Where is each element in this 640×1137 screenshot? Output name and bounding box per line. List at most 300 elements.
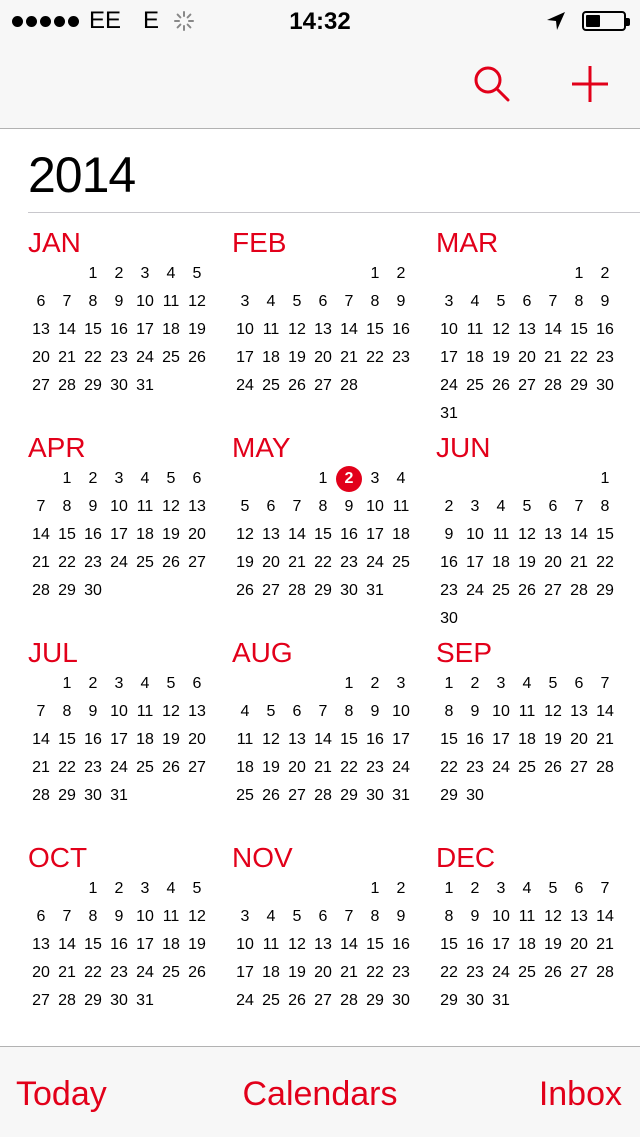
day-cell[interactable]: 13	[314, 321, 332, 338]
day-cell[interactable]: 5	[166, 470, 176, 487]
day-cell[interactable]: 3	[240, 293, 250, 310]
day-cell[interactable]: 3	[140, 880, 150, 897]
day-cell[interactable]: 27	[32, 377, 50, 394]
day-cell[interactable]: 18	[162, 321, 180, 338]
day-cell[interactable]: 3	[470, 498, 480, 515]
day-cell[interactable]: 15	[340, 731, 358, 748]
day-cell[interactable]: 3	[114, 675, 124, 692]
day-cell[interactable]: 3	[140, 265, 150, 282]
day-cell[interactable]: 28	[32, 582, 50, 599]
day-cell[interactable]: 5	[292, 293, 302, 310]
day-cell[interactable]: 22	[570, 349, 588, 366]
day-cell[interactable]: 18	[162, 936, 180, 953]
day-cell[interactable]: 10	[492, 908, 510, 925]
day-cell[interactable]: 31	[110, 787, 128, 804]
day-cell[interactable]: 4	[522, 675, 532, 692]
day-cell[interactable]: 7	[600, 880, 610, 897]
day-cell[interactable]: 17	[236, 349, 254, 366]
day-cell[interactable]: 16	[340, 526, 358, 543]
day-cell[interactable]: 20	[32, 349, 50, 366]
day-cell[interactable]: 5	[496, 293, 506, 310]
day-cell[interactable]: 19	[492, 349, 510, 366]
day-cell[interactable]: 9	[444, 526, 454, 543]
day-cell[interactable]: 20	[518, 349, 536, 366]
day-cell[interactable]: 20	[570, 731, 588, 748]
day-cell[interactable]: 7	[62, 908, 72, 925]
day-cell[interactable]: 26	[188, 964, 206, 981]
day-cell[interactable]: 27	[188, 554, 206, 571]
day-cell[interactable]: 30	[84, 787, 102, 804]
day-cell[interactable]: 28	[314, 787, 332, 804]
day-cell[interactable]: 28	[596, 759, 614, 776]
month-name[interactable]: FEB	[232, 227, 287, 258]
day-cell[interactable]: 4	[166, 265, 176, 282]
day-cell[interactable]: 19	[188, 321, 206, 338]
day-cell[interactable]: 10	[492, 703, 510, 720]
day-cell[interactable]: 14	[544, 321, 562, 338]
day-cell[interactable]: 12	[544, 908, 562, 925]
day-cell[interactable]: 12	[262, 731, 280, 748]
day-cell[interactable]: 26	[162, 554, 180, 571]
day-cell[interactable]: 13	[262, 526, 280, 543]
day-cell[interactable]: 2	[444, 498, 454, 515]
day-cell[interactable]: 10	[136, 293, 154, 310]
add-event-button[interactable]	[568, 62, 612, 106]
day-cell[interactable]: 17	[136, 936, 154, 953]
month-jun[interactable]	[436, 431, 616, 633]
day-cell[interactable]: 14	[58, 936, 76, 953]
day-cell[interactable]: 5	[548, 880, 558, 897]
day-cell[interactable]: 7	[344, 293, 354, 310]
day-cell[interactable]: 4	[470, 293, 480, 310]
day-cell[interactable]: 20	[188, 526, 206, 543]
month-name[interactable]: AUG	[232, 637, 293, 668]
day-cell[interactable]: 13	[314, 936, 332, 953]
day-cell[interactable]: 22	[84, 964, 102, 981]
day-cell[interactable]: 16	[466, 731, 484, 748]
day-cell[interactable]: 15	[58, 526, 76, 543]
day-cell[interactable]: 17	[392, 731, 410, 748]
day-cell[interactable]: 30	[392, 992, 410, 1009]
day-cell[interactable]: 17	[236, 964, 254, 981]
day-cell[interactable]: 21	[340, 964, 358, 981]
day-cell[interactable]: 11	[262, 936, 280, 953]
month-name[interactable]: JUL	[28, 637, 78, 668]
day-cell[interactable]: 16	[392, 321, 410, 338]
day-cell[interactable]: 30	[596, 377, 614, 394]
day-cell[interactable]: 25	[136, 759, 154, 776]
day-cell[interactable]: 27	[32, 992, 50, 1009]
day-cell[interactable]: 24	[110, 759, 128, 776]
day-cell[interactable]: 20	[570, 936, 588, 953]
day-cell[interactable]: 8	[370, 908, 380, 925]
day-cell[interactable]: 28	[596, 964, 614, 981]
day-cell[interactable]: 25	[236, 787, 254, 804]
day-cell[interactable]: 14	[288, 526, 306, 543]
day-cell[interactable]: 17	[492, 731, 510, 748]
day-cell[interactable]: 16	[110, 321, 128, 338]
day-cell[interactable]: 8	[318, 498, 328, 515]
day-cell[interactable]: 18	[236, 759, 254, 776]
day-cell[interactable]: 30	[366, 787, 384, 804]
day-cell[interactable]: 16	[84, 526, 102, 543]
day-cell[interactable]: 17	[466, 554, 484, 571]
month-may[interactable]	[232, 431, 412, 605]
day-cell[interactable]: 13	[32, 936, 50, 953]
day-cell[interactable]: 19	[236, 554, 254, 571]
day-cell[interactable]: 14	[32, 731, 50, 748]
day-cell[interactable]: 13	[544, 526, 562, 543]
day-cell[interactable]: 14	[596, 703, 614, 720]
day-cell[interactable]: 24	[110, 554, 128, 571]
day-cell[interactable]: 10	[136, 908, 154, 925]
month-name[interactable]: NOV	[232, 842, 293, 873]
day-cell[interactable]: 10	[110, 498, 128, 515]
day-cell[interactable]: 15	[366, 321, 384, 338]
day-cell[interactable]: 3	[370, 470, 380, 487]
day-cell[interactable]: 25	[262, 992, 280, 1009]
day-cell[interactable]: 17	[366, 526, 384, 543]
day-cell[interactable]: 20	[188, 731, 206, 748]
day-cell[interactable]: 7	[62, 293, 72, 310]
day-cell[interactable]: 14	[570, 526, 588, 543]
day-cell[interactable]: 3	[114, 470, 124, 487]
day-cell[interactable]: 25	[518, 759, 536, 776]
day-cell[interactable]: 8	[62, 703, 72, 720]
day-cell[interactable]: 2	[88, 470, 98, 487]
day-cell[interactable]: 18	[492, 554, 510, 571]
day-cell[interactable]: 18	[466, 349, 484, 366]
day-cell[interactable]: 28	[58, 992, 76, 1009]
day-cell[interactable]: 30	[340, 582, 358, 599]
day-cell[interactable]: 26	[262, 787, 280, 804]
day-cell[interactable]: 9	[114, 908, 124, 925]
day-cell[interactable]: 15	[84, 936, 102, 953]
month-apr[interactable]	[28, 431, 208, 605]
day-cell[interactable]: 2	[370, 675, 380, 692]
day-cell[interactable]: 5	[548, 675, 558, 692]
day-cell[interactable]: 24	[236, 377, 254, 394]
day-cell[interactable]: 15	[440, 731, 458, 748]
day-cell[interactable]: 24	[392, 759, 410, 776]
day-cell[interactable]: 19	[162, 731, 180, 748]
day-cell[interactable]: 11	[162, 908, 180, 925]
day-cell[interactable]: 25	[466, 377, 484, 394]
day-cell[interactable]: 18	[136, 731, 154, 748]
day-cell[interactable]: 5	[522, 498, 532, 515]
day-cell[interactable]: 6	[574, 675, 584, 692]
day-cell[interactable]: 3	[444, 293, 454, 310]
day-cell[interactable]: 23	[366, 759, 384, 776]
day-cell[interactable]: 9	[396, 293, 406, 310]
day-cell[interactable]: 2	[396, 265, 406, 282]
day-cell[interactable]: 18	[518, 731, 536, 748]
day-cell[interactable]: 17	[492, 936, 510, 953]
day-cell[interactable]: 9	[114, 293, 124, 310]
day-cell[interactable]: 22	[58, 759, 76, 776]
month-name[interactable]: DEC	[436, 842, 496, 873]
day-cell[interactable]: 25	[136, 554, 154, 571]
day-cell[interactable]: 6	[192, 470, 202, 487]
month-aug[interactable]	[232, 636, 412, 810]
day-cell[interactable]: 15	[596, 526, 614, 543]
day-cell[interactable]: 14	[596, 908, 614, 925]
day-cell[interactable]: 25	[392, 554, 410, 571]
day-cell[interactable]: 21	[340, 349, 358, 366]
day-cell[interactable]: 8	[600, 498, 610, 515]
day-cell[interactable]: 15	[314, 526, 332, 543]
day-cell[interactable]: 21	[596, 731, 614, 748]
search-button[interactable]	[470, 62, 514, 106]
day-cell[interactable]: 26	[188, 349, 206, 366]
day-cell[interactable]: 24	[492, 759, 510, 776]
day-cell[interactable]: 19	[544, 731, 562, 748]
day-cell[interactable]: 21	[288, 554, 306, 571]
day-cell[interactable]: 1	[370, 880, 380, 897]
month-name[interactable]: APR	[28, 432, 86, 463]
day-cell[interactable]: 29	[58, 582, 76, 599]
day-cell[interactable]: 13	[518, 321, 536, 338]
day-cell[interactable]: 11	[492, 526, 510, 543]
day-cell[interactable]: 1	[574, 265, 584, 282]
day-cell[interactable]: 26	[544, 759, 562, 776]
day-cell[interactable]: 21	[314, 759, 332, 776]
day-cell[interactable]: 21	[596, 936, 614, 953]
day-cell[interactable]: 8	[62, 498, 72, 515]
day-cell[interactable]: 22	[596, 554, 614, 571]
day-cell[interactable]: 24	[492, 964, 510, 981]
day-cell[interactable]: 27	[544, 582, 562, 599]
day-cell[interactable]: 29	[366, 992, 384, 1009]
day-cell[interactable]: 26	[288, 992, 306, 1009]
day-cell[interactable]: 27	[518, 377, 536, 394]
day-cell[interactable]: 16	[596, 321, 614, 338]
day-cell[interactable]: 13	[188, 703, 206, 720]
day-cell[interactable]: 26	[236, 582, 254, 599]
today-button[interactable]: Today	[16, 1075, 107, 1113]
day-cell[interactable]: 15	[366, 936, 384, 953]
day-cell[interactable]: 30	[110, 377, 128, 394]
day-cell[interactable]: 8	[444, 703, 454, 720]
calendars-button[interactable]: Calendars	[242, 1075, 398, 1113]
day-cell[interactable]: 3	[496, 880, 506, 897]
day-cell[interactable]: 28	[340, 992, 358, 1009]
day-cell[interactable]: 29	[84, 377, 102, 394]
day-cell[interactable]: 11	[262, 321, 280, 338]
day-cell[interactable]: 12	[492, 321, 510, 338]
day-cell[interactable]: 30	[466, 787, 484, 804]
day-cell[interactable]: 31	[392, 787, 410, 804]
day-cell[interactable]: 23	[110, 964, 128, 981]
day-cell[interactable]: 21	[544, 349, 562, 366]
day-cell[interactable]: 22	[84, 349, 102, 366]
day-cell[interactable]: 30	[466, 992, 484, 1009]
day-cell[interactable]: 12	[162, 498, 180, 515]
day-cell[interactable]: 4	[140, 470, 150, 487]
day-cell[interactable]: 23	[440, 582, 458, 599]
day-cell[interactable]: 11	[136, 703, 154, 720]
day-cell[interactable]: 26	[288, 377, 306, 394]
day-cell[interactable]: 17	[136, 321, 154, 338]
day-cell[interactable]: 24	[466, 582, 484, 599]
day-cell[interactable]: 25	[262, 377, 280, 394]
month-nov[interactable]	[232, 841, 412, 1015]
day-cell[interactable]: 3	[396, 675, 406, 692]
day-cell[interactable]: 9	[344, 498, 354, 515]
day-cell[interactable]: 6	[36, 293, 46, 310]
day-cell[interactable]: 2	[88, 675, 98, 692]
day-cell[interactable]: 5	[166, 675, 176, 692]
day-cell[interactable]: 21	[570, 554, 588, 571]
day-cell[interactable]: 8	[574, 293, 584, 310]
day-cell[interactable]: 21	[32, 759, 50, 776]
day-cell[interactable]: 12	[288, 321, 306, 338]
day-cell[interactable]: 18	[136, 526, 154, 543]
day-cell[interactable]: 29	[570, 377, 588, 394]
day-cell[interactable]: 24	[366, 554, 384, 571]
day-cell[interactable]: 4	[266, 908, 276, 925]
day-cell[interactable]: 25	[162, 964, 180, 981]
month-name[interactable]: JUN	[436, 432, 491, 463]
day-cell[interactable]: 14	[58, 321, 76, 338]
day-cell[interactable]: 5	[192, 880, 202, 897]
day-cell[interactable]: 1	[444, 675, 454, 692]
day-cell[interactable]: 1	[444, 880, 454, 897]
day-cell[interactable]: 6	[266, 498, 276, 515]
day-cell[interactable]: 17	[110, 731, 128, 748]
day-cell[interactable]: 28	[340, 377, 358, 394]
day-cell[interactable]: 21	[58, 964, 76, 981]
day-cell[interactable]: 22	[440, 759, 458, 776]
day-cell[interactable]: 28	[544, 377, 562, 394]
day-cell[interactable]: 1	[62, 470, 72, 487]
day-cell[interactable]: 20	[262, 554, 280, 571]
day-cell[interactable]: 25	[492, 582, 510, 599]
day-cell[interactable]: 19	[288, 964, 306, 981]
day-cell[interactable]: 23	[466, 964, 484, 981]
day-cell[interactable]: 19	[518, 554, 536, 571]
day-cell[interactable]: 14	[340, 936, 358, 953]
day-cell[interactable]: 8	[344, 703, 354, 720]
day-cell[interactable]: 29	[84, 992, 102, 1009]
day-cell[interactable]: 30	[110, 992, 128, 1009]
day-cell[interactable]: 10	[392, 703, 410, 720]
day-cell[interactable]: 20	[288, 759, 306, 776]
day-cell[interactable]: 14	[340, 321, 358, 338]
day-cell[interactable]: 27	[570, 964, 588, 981]
day-cell[interactable]: 13	[32, 321, 50, 338]
day-cell[interactable]: 22	[314, 554, 332, 571]
day-cell[interactable]: 7	[344, 908, 354, 925]
day-cell[interactable]: 16	[466, 936, 484, 953]
day-cell[interactable]: 7	[548, 293, 558, 310]
day-cell[interactable]: 11	[518, 908, 536, 925]
day-cell[interactable]: 6	[318, 908, 328, 925]
day-cell[interactable]: 9	[470, 908, 480, 925]
day-cell[interactable]: 23	[340, 554, 358, 571]
day-cell[interactable]: 20	[314, 964, 332, 981]
day-cell[interactable]: 3	[240, 908, 250, 925]
month-feb[interactable]	[232, 226, 412, 400]
day-cell[interactable]: 1	[600, 470, 610, 487]
day-cell[interactable]: 2	[114, 880, 124, 897]
day-cell[interactable]: 1	[344, 675, 354, 692]
day-cell[interactable]: 27	[188, 759, 206, 776]
day-cell[interactable]: 15	[440, 936, 458, 953]
day-cell[interactable]: 12	[188, 908, 206, 925]
month-oct[interactable]	[28, 841, 208, 1015]
day-cell[interactable]: 9	[396, 908, 406, 925]
day-cell[interactable]: 8	[370, 293, 380, 310]
day-cell[interactable]: 7	[574, 498, 584, 515]
day-cell[interactable]: 12	[188, 293, 206, 310]
month-name[interactable]: MAY	[232, 432, 291, 463]
day-cell[interactable]: 5	[292, 908, 302, 925]
day-cell[interactable]: 18	[262, 964, 280, 981]
day-cell[interactable]: 16	[440, 554, 458, 571]
day-cell[interactable]: 23	[84, 759, 102, 776]
day-cell[interactable]: 6	[292, 703, 302, 720]
day-cell[interactable]: 24	[136, 964, 154, 981]
day-cell[interactable]: 6	[36, 908, 46, 925]
day-cell[interactable]: 27	[570, 759, 588, 776]
day-cell[interactable]: 23	[466, 759, 484, 776]
day-cell[interactable]: 6	[548, 498, 558, 515]
day-cell[interactable]: 19	[544, 936, 562, 953]
day-cell[interactable]: 10	[236, 936, 254, 953]
day-cell[interactable]: 25	[518, 964, 536, 981]
day-cell[interactable]: 24	[236, 992, 254, 1009]
month-jul[interactable]	[28, 636, 208, 810]
day-cell[interactable]: 10	[110, 703, 128, 720]
day-cell[interactable]: 13	[570, 908, 588, 925]
day-cell[interactable]: 22	[366, 964, 384, 981]
day-cell[interactable]: 10	[466, 526, 484, 543]
day-cell[interactable]: 4	[240, 703, 250, 720]
day-cell[interactable]: 1	[88, 265, 98, 282]
day-cell[interactable]: 7	[318, 703, 328, 720]
month-name[interactable]: OCT	[28, 842, 88, 873]
day-cell[interactable]: 11	[392, 498, 410, 515]
day-cell[interactable]: 24	[136, 349, 154, 366]
day-cell[interactable]: 6	[192, 675, 202, 692]
day-cell[interactable]: 29	[58, 787, 76, 804]
day-cell[interactable]: 7	[36, 703, 46, 720]
day-cell[interactable]: 1	[370, 265, 380, 282]
day-cell[interactable]: 19	[162, 526, 180, 543]
day-cell[interactable]: 31	[136, 377, 154, 394]
month-name[interactable]: JAN	[28, 227, 81, 258]
day-cell[interactable]: 2	[396, 880, 406, 897]
day-cell[interactable]: 4	[266, 293, 276, 310]
day-cell[interactable]: 18	[392, 526, 410, 543]
day-cell[interactable]: 18	[262, 349, 280, 366]
day-cell[interactable]: 7	[292, 498, 302, 515]
day-cell[interactable]: 27	[314, 377, 332, 394]
day-cell[interactable]: 22	[366, 349, 384, 366]
day-cell[interactable]: 6	[574, 880, 584, 897]
day-cell[interactable]: 11	[162, 293, 180, 310]
day-cell[interactable]: 11	[466, 321, 484, 338]
day-cell[interactable]: 10	[236, 321, 254, 338]
day-cell[interactable]: 31	[492, 992, 510, 1009]
day-cell[interactable]: 28	[58, 377, 76, 394]
day-cell[interactable]: 16	[392, 936, 410, 953]
day-cell[interactable]: 13	[188, 498, 206, 515]
day-cell[interactable]: 28	[288, 582, 306, 599]
day-cell[interactable]: 4	[522, 880, 532, 897]
month-mar[interactable]	[436, 226, 616, 428]
